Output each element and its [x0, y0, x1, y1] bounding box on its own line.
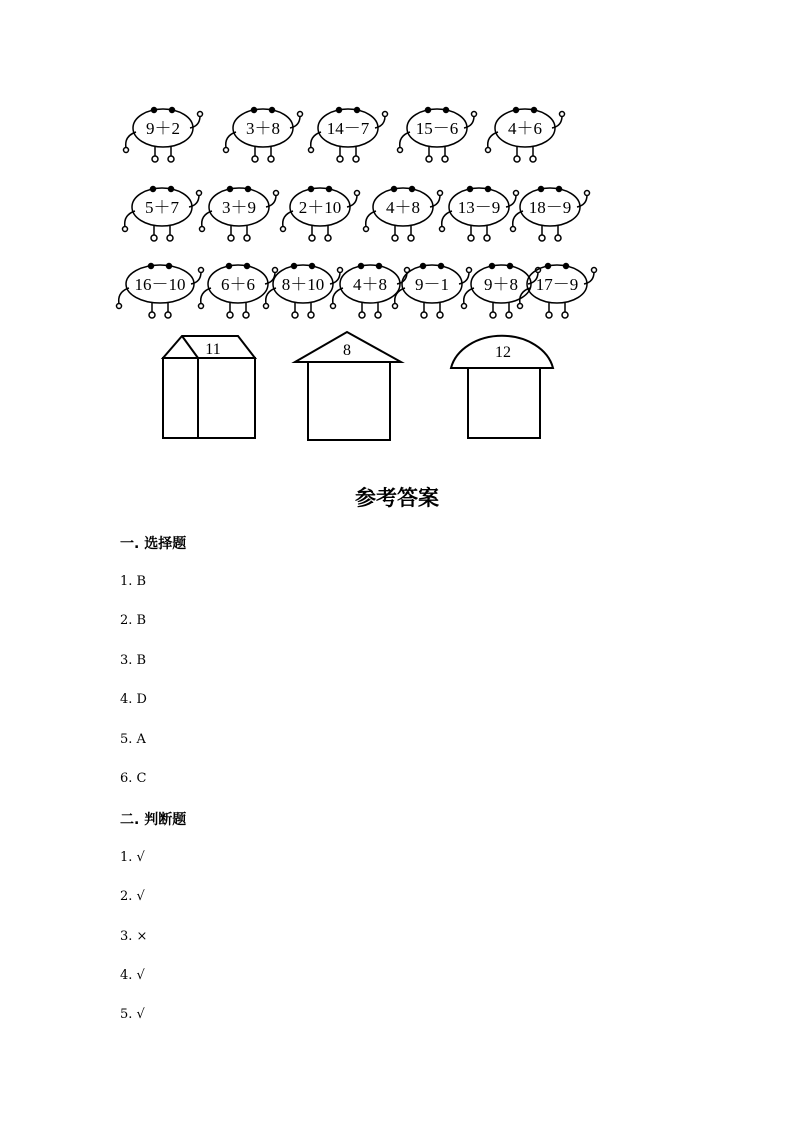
bug-foot: [165, 312, 171, 318]
bug-eye: [327, 187, 332, 192]
bug-2-5: [440, 187, 519, 242]
bug-1-5: [486, 108, 565, 163]
bug-expression: 18－9: [528, 198, 572, 217]
bug-expression: 3＋9: [222, 198, 256, 217]
bug-eye: [245, 264, 250, 269]
bug-expression: 3＋8: [246, 119, 280, 138]
bug-1-2: [224, 108, 303, 163]
answer-item: 3. ×: [120, 929, 148, 944]
bug-foot: [292, 312, 298, 318]
bug-expression: 15－6: [415, 119, 459, 138]
bug-hand: [124, 148, 129, 153]
bug-hand: [462, 304, 467, 309]
bug-expression: 17－9: [535, 275, 579, 294]
answer-title: 参考答案: [355, 486, 439, 510]
bug-foot: [392, 235, 398, 241]
bug-eye: [270, 108, 275, 113]
section-heading: 二. 判断题: [120, 812, 187, 828]
bug-hand: [197, 191, 202, 196]
bug-foot: [168, 156, 174, 162]
bug-eye: [246, 187, 251, 192]
bug-eye: [337, 108, 342, 113]
bug-foot: [442, 156, 448, 162]
bug-hand: [592, 268, 597, 273]
answer-item: 3. B: [120, 653, 147, 668]
bug-hand: [331, 304, 336, 309]
house-11: [163, 336, 255, 438]
bug-foot: [353, 156, 359, 162]
bug-expression: 13－9: [457, 198, 501, 217]
bug-hand: [518, 304, 523, 309]
answer-item: 6. C: [120, 771, 147, 786]
bug-eye: [227, 264, 232, 269]
bug-eye: [410, 187, 415, 192]
bug-eye: [392, 187, 397, 192]
bug-eye: [444, 108, 449, 113]
bug-expression: 2＋10: [298, 198, 342, 217]
bug-1-4: [398, 108, 477, 163]
bug-eye: [508, 264, 513, 269]
bug-eye: [546, 264, 551, 269]
bug-hand: [200, 227, 205, 232]
bug-eye: [252, 108, 257, 113]
house-label: 11: [205, 341, 221, 358]
bug-hand: [198, 112, 203, 117]
bug-eye: [426, 108, 431, 113]
bug-expression: 9＋2: [146, 119, 180, 138]
bug-eye: [486, 187, 491, 192]
bug-foot: [252, 156, 258, 162]
bug-eye: [377, 264, 382, 269]
bug-matching-figure: [0, 0, 794, 460]
bug-expression: 9＋8: [484, 275, 518, 294]
bug-eye: [355, 108, 360, 113]
bug-hand: [309, 148, 314, 153]
bug-hand: [274, 191, 279, 196]
bug-foot: [359, 312, 365, 318]
bug-eye: [359, 264, 364, 269]
answer-item: 2. B: [120, 613, 147, 628]
bug-eye: [152, 108, 157, 113]
bug-foot: [244, 235, 250, 241]
bug-foot: [484, 235, 490, 241]
answer-item: 2. √: [120, 889, 145, 904]
bug-expression: 4＋8: [386, 198, 420, 217]
bug-3-7: [518, 264, 597, 319]
bug-foot: [337, 156, 343, 162]
bug-hand: [264, 304, 269, 309]
bug-foot: [227, 312, 233, 318]
house-label: 12: [495, 344, 511, 361]
bug-eye: [149, 264, 154, 269]
bug-foot: [308, 312, 314, 318]
bug-hand: [224, 148, 229, 153]
house-8: [295, 332, 401, 440]
bug-hand: [438, 191, 443, 196]
answer-item: 1. B: [120, 574, 147, 589]
bug-1-3: [309, 108, 388, 163]
bug-eye: [310, 264, 315, 269]
bug-hand: [511, 227, 516, 232]
bug-hand: [560, 112, 565, 117]
bug-2-3: [281, 187, 360, 242]
bug-foot: [408, 235, 414, 241]
section-heading: 一. 选择题: [120, 536, 187, 552]
bug-foot: [562, 312, 568, 318]
bug-hand: [273, 268, 278, 273]
bug-eye: [228, 187, 233, 192]
bug-foot: [309, 235, 315, 241]
bug-foot: [421, 312, 427, 318]
bug-foot: [268, 156, 274, 162]
bug-hand: [123, 227, 128, 232]
bug-foot: [539, 235, 545, 241]
bug-hand: [117, 304, 122, 309]
bug-hand: [440, 227, 445, 232]
house-label: 8: [343, 342, 351, 359]
bug-foot: [514, 156, 520, 162]
bug-2-1: [123, 187, 202, 242]
bug-hand: [383, 112, 388, 117]
bug-foot: [375, 312, 381, 318]
bug-foot: [228, 235, 234, 241]
bug-hand: [338, 268, 343, 273]
bug-eye: [151, 187, 156, 192]
bug-foot: [468, 235, 474, 241]
bug-foot: [490, 312, 496, 318]
bug-hand: [467, 268, 472, 273]
bug-3-1: [117, 264, 204, 319]
bug-eye: [539, 187, 544, 192]
bug-foot: [506, 312, 512, 318]
bug-3-3: [264, 264, 343, 319]
bug-expression: 14－7: [326, 119, 370, 138]
bug-foot: [437, 312, 443, 318]
bug-2-6: [511, 187, 590, 242]
bug-hand: [472, 112, 477, 117]
bug-hand: [199, 304, 204, 309]
bug-eye: [292, 264, 297, 269]
bug-eye: [169, 187, 174, 192]
bug-hand: [199, 268, 204, 273]
bug-expression: 16－10: [134, 275, 186, 294]
bug-foot: [152, 156, 158, 162]
bug-eye: [514, 108, 519, 113]
answer-item: 5. √: [120, 1007, 145, 1022]
bug-eye: [564, 264, 569, 269]
bug-eye: [557, 187, 562, 192]
bug-eye: [468, 187, 473, 192]
bug-hand: [486, 148, 491, 153]
bug-eye: [167, 264, 172, 269]
bug-hand: [298, 112, 303, 117]
answer-item: 4. √: [120, 968, 145, 983]
bug-expression: 4＋6: [508, 119, 542, 138]
bug-1-1: [124, 108, 203, 163]
house-12: [451, 336, 553, 438]
bug-foot: [555, 235, 561, 241]
bug-foot: [167, 235, 173, 241]
bug-eye: [490, 264, 495, 269]
bug-expression: 6＋6: [221, 275, 255, 294]
bug-eye: [532, 108, 537, 113]
bug-foot: [149, 312, 155, 318]
bug-expression: 8＋10: [281, 275, 325, 294]
bug-eye: [309, 187, 314, 192]
answer-item: 5. A: [120, 732, 146, 747]
bug-hand: [281, 227, 286, 232]
bug-eye: [421, 264, 426, 269]
bug-hand: [585, 191, 590, 196]
bug-eye: [170, 108, 175, 113]
bug-hand: [514, 191, 519, 196]
bug-foot: [325, 235, 331, 241]
answer-item: 1. √: [120, 850, 145, 865]
bug-hand: [398, 148, 403, 153]
bug-2-4: [364, 187, 443, 242]
bug-foot: [243, 312, 249, 318]
bug-foot: [151, 235, 157, 241]
bug-eye: [439, 264, 444, 269]
bug-hand: [364, 227, 369, 232]
bug-foot: [546, 312, 552, 318]
bug-expression: 5＋7: [145, 198, 179, 217]
bug-expression: 9－1: [415, 275, 449, 294]
answer-item: 4. D: [120, 692, 147, 707]
bug-foot: [530, 156, 536, 162]
bug-foot: [426, 156, 432, 162]
bug-3-2: [199, 264, 278, 319]
bug-expression: 4＋8: [353, 275, 387, 294]
bug-2-2: [200, 187, 279, 242]
bug-hand: [393, 304, 398, 309]
bug-hand: [355, 191, 360, 196]
